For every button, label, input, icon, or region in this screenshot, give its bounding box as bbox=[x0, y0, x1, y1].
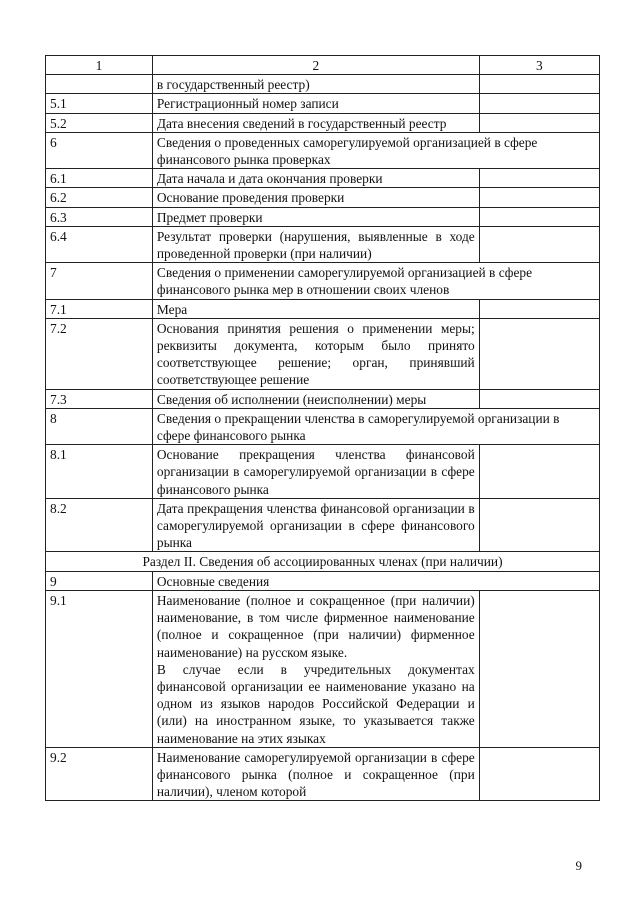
row-number: 9.2 bbox=[46, 747, 153, 801]
row-value bbox=[479, 75, 599, 94]
header-col-2: 2 bbox=[152, 56, 479, 75]
table-row bbox=[46, 75, 600, 94]
row-text: Дата внесения сведений в государственный реестр bbox=[152, 113, 479, 132]
row-text: Сведения об исполнении (неисполнении) меры bbox=[152, 389, 479, 408]
row-value bbox=[479, 94, 599, 113]
row-number: 7 bbox=[46, 263, 153, 299]
row-text-paragraph-2: В случае если в учредительных документах финансовой организации ее наименование указано на одном из языков народов Российской Федерации и (или) на иностранном языке, то указывается также наименование на этих языках bbox=[156, 661, 475, 746]
row-value bbox=[479, 299, 599, 318]
table-row bbox=[46, 94, 600, 113]
row-value bbox=[479, 169, 599, 188]
row-value bbox=[479, 590, 599, 747]
row-text bbox=[152, 590, 479, 747]
row-number: 6.3 bbox=[46, 207, 153, 226]
section-title: Раздел II. Сведения об ассоциированных членах (при наличии) bbox=[46, 552, 600, 571]
row-number: 6 bbox=[46, 132, 153, 168]
table-row bbox=[46, 226, 600, 262]
row-text: Основание прекращения членства финансовой организации в саморегулируемой организации в сфере финансового рынка bbox=[152, 445, 479, 499]
table-row bbox=[46, 747, 600, 801]
row-text: Мера bbox=[152, 299, 479, 318]
table-row bbox=[46, 188, 600, 207]
row-number: 5.2 bbox=[46, 113, 153, 132]
row-number: 6.2 bbox=[46, 188, 153, 207]
row-value bbox=[479, 747, 599, 801]
table-row bbox=[46, 445, 600, 499]
row-number: 5.1 bbox=[46, 94, 153, 113]
row-text: Сведения о прекращении членства в саморегулируемой организации в сфере финансового рынка bbox=[152, 408, 599, 444]
table-row bbox=[46, 498, 600, 552]
row-number: 7.3 bbox=[46, 389, 153, 408]
table-row bbox=[46, 113, 600, 132]
row-value bbox=[479, 188, 599, 207]
table-row bbox=[46, 132, 600, 168]
row-text: Основание проведения проверки bbox=[152, 188, 479, 207]
row-value bbox=[479, 389, 599, 408]
row-number: 7.1 bbox=[46, 299, 153, 318]
row-value bbox=[479, 318, 599, 389]
row-number: 6.4 bbox=[46, 226, 153, 262]
row-text: Сведения о применении саморегулируемой организацией в сфере финансового рынка мер в отношении своих членов bbox=[152, 263, 599, 299]
table-row bbox=[46, 169, 600, 188]
row-text: в государственный реестр) bbox=[152, 75, 479, 94]
row-value bbox=[479, 226, 599, 262]
row-value bbox=[479, 207, 599, 226]
table-row bbox=[46, 571, 600, 590]
row-text: Предмет проверки bbox=[152, 207, 479, 226]
table-row bbox=[46, 389, 600, 408]
row-number bbox=[46, 75, 153, 94]
row-number: 8.1 bbox=[46, 445, 153, 499]
row-number: 6.1 bbox=[46, 169, 153, 188]
row-text: Регистрационный номер записи bbox=[152, 94, 479, 113]
section-row bbox=[46, 552, 600, 571]
table-row bbox=[46, 299, 600, 318]
row-text: Результат проверки (нарушения, выявленные в ходе проведенной проверки (при наличии) bbox=[152, 226, 479, 262]
row-value bbox=[479, 113, 599, 132]
registry-table bbox=[45, 55, 600, 801]
page-number: 9 bbox=[575, 858, 582, 873]
table-row bbox=[46, 408, 600, 444]
table-header-row bbox=[46, 56, 600, 75]
row-number: 9 bbox=[46, 571, 153, 590]
row-text: Сведения о проведенных саморегулируемой организацией в сфере финансового рынка проверках bbox=[152, 132, 599, 168]
header-col-1: 1 bbox=[46, 56, 153, 75]
row-value bbox=[479, 498, 599, 552]
row-number: 7.2 bbox=[46, 318, 153, 389]
table-row bbox=[46, 318, 600, 389]
row-text: Наименование саморегулируемой организации в сфере финансового рынка (полное и сокращенное (при наличии), членом которой bbox=[152, 747, 479, 801]
row-number: 8 bbox=[46, 408, 153, 444]
table-row bbox=[46, 207, 600, 226]
row-text: Основные сведения bbox=[152, 571, 599, 590]
row-number: 8.2 bbox=[46, 498, 153, 552]
table-row bbox=[46, 590, 600, 747]
row-text: Дата начала и дата окончания проверки bbox=[152, 169, 479, 188]
row-value bbox=[479, 445, 599, 499]
row-text: Основания принятия решения о применении меры; реквизиты документа, которым было принято соответствующее решение; орган, принявший соответствующее решение bbox=[152, 318, 479, 389]
row-text-paragraph-1: Наименование (полное и сокращенное (при наличии) наименование, в том числе фирменное наименование (полное и сокращенное (при наличии) фирменное наименование) на русском языке. bbox=[156, 592, 475, 660]
row-text: Дата прекращения членства финансовой организации в саморегулируемой организации в сфере финансового рынка bbox=[152, 498, 479, 552]
row-number: 9.1 bbox=[46, 590, 153, 747]
table-row bbox=[46, 263, 600, 299]
header-col-3: 3 bbox=[479, 56, 599, 75]
